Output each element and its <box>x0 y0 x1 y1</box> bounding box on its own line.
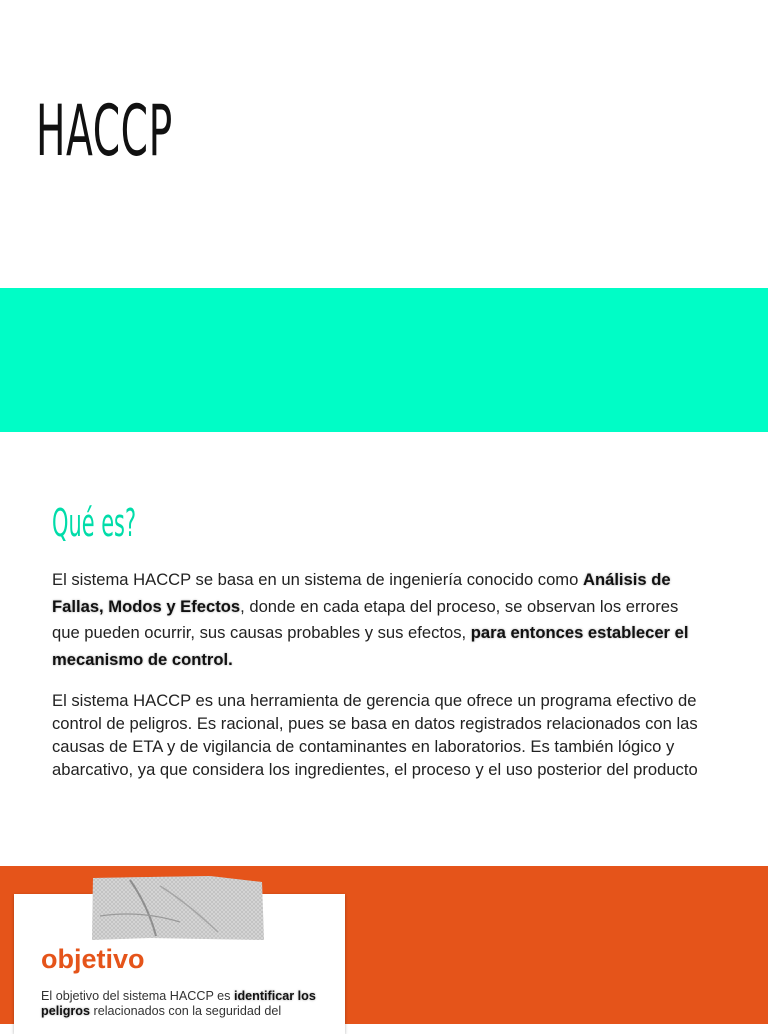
content-section <box>0 432 768 866</box>
page-title: HACCP <box>36 90 173 172</box>
tape-image <box>90 876 266 942</box>
paragraph-text: El sistema HACCP se basa en un sistema de ingeniería conocido como <box>52 570 583 589</box>
title-area <box>0 0 768 288</box>
paragraph-description: El sistema HACCP es una herramienta de gerencia que ofrece un programa efectivo de control de peligros. Es racional, pues se basa en datos registrados relacionados con las causas de ETA y de vigilancia de contaminantes en laboratorios. Es también lógico y abarcativo, ya que considera los ingredientes, el proceso y el uso posterior del producto <box>52 691 698 779</box>
paragraph-text: , donde en cada etapa del proceso, se observan los errores que pueden ocurrir, sus causas probables y sus efectos, <box>52 596 679 642</box>
section-heading: Qué es? <box>52 501 137 545</box>
objective-text <box>41 989 326 1019</box>
objective-highlight: identificar los peligros <box>41 989 316 1018</box>
highlighted-phrase: para entonces establecer el mecanismo de control. <box>52 623 689 669</box>
highlighted-term: Análisis de Fallas, Modos y Efectos <box>52 570 671 616</box>
teal-band <box>0 288 768 432</box>
objective-text-part: El objetivo del sistema HACCP es <box>41 989 234 1003</box>
objective-heading: objetivo <box>41 944 145 974</box>
paragraph-definition <box>52 567 704 673</box>
objective-text-part: relacionados con la seguridad del <box>90 1004 282 1018</box>
